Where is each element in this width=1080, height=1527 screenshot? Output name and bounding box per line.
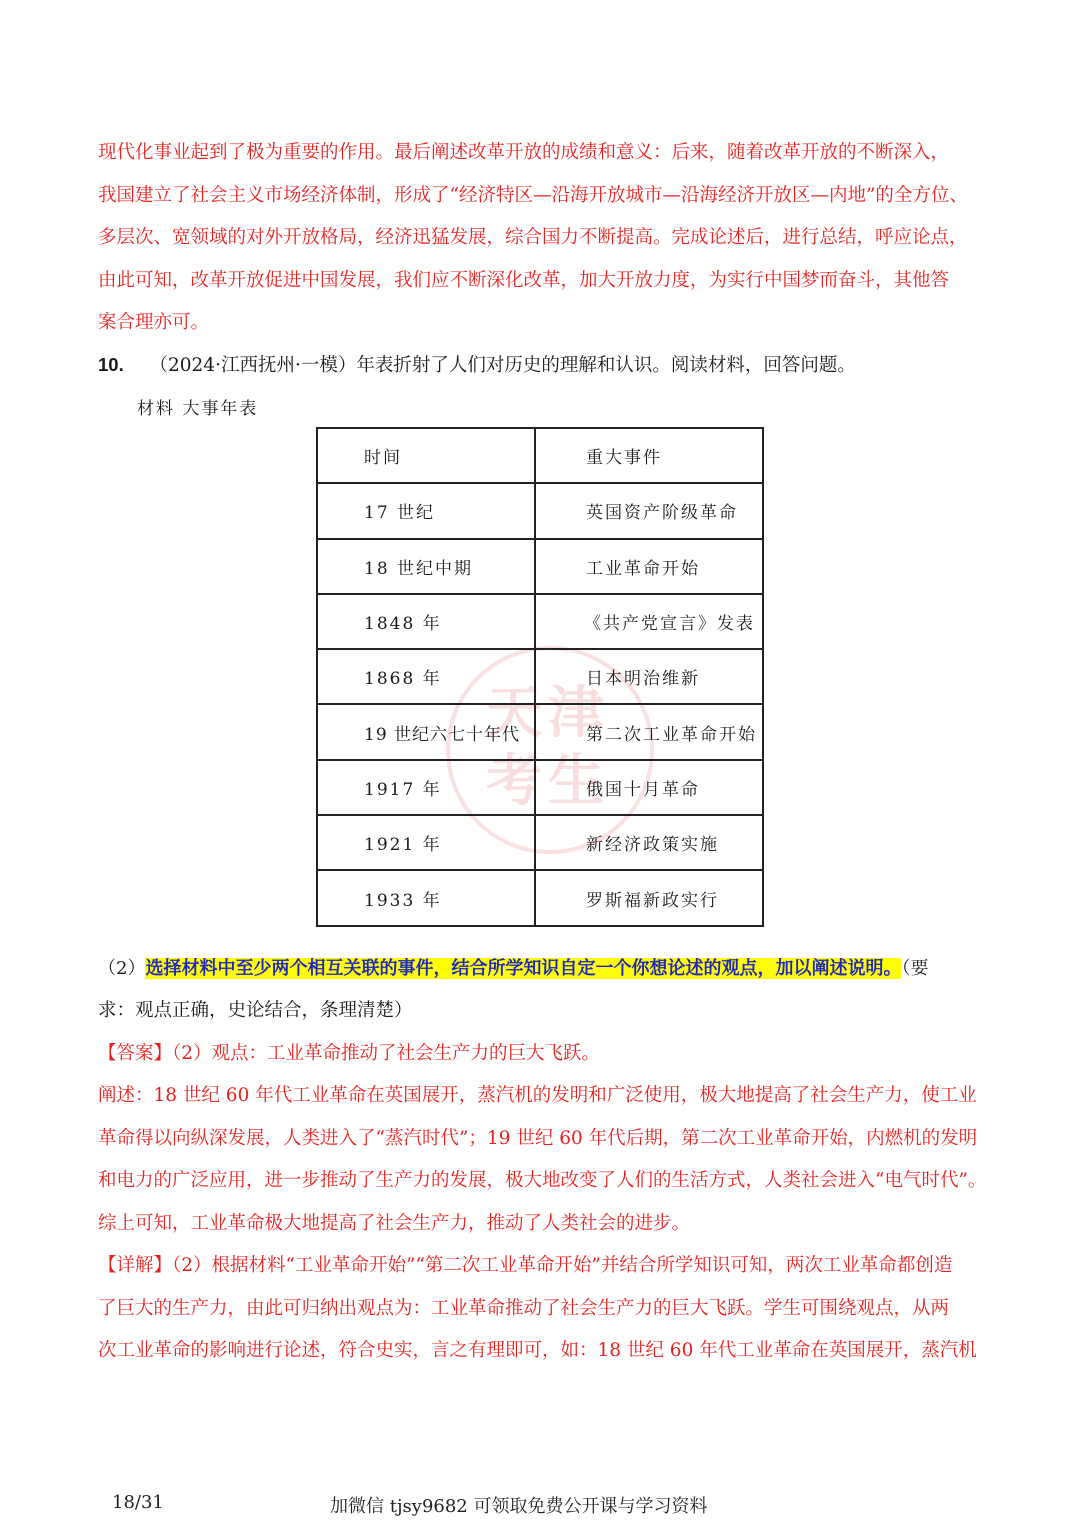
sub-question-highlight: 选择材料中至少两个相互关联的事件，结合所学知识自定一个你想论述的观点，加以阐述说明。	[145, 958, 902, 979]
table-row	[317, 815, 763, 870]
table-header-event: 重大事件	[535, 428, 763, 483]
table-cell-time: 1933 年	[317, 870, 535, 925]
table-cell-event: 英国资产阶级革命	[535, 483, 763, 538]
detail-first: （2）根据材料“工业革命开始”“第二次工业革命开始”并结合所学知识可知，两次工业革命都创造	[172, 1255, 953, 1276]
sub-question-number: （2）	[98, 958, 146, 979]
table-row	[317, 483, 763, 538]
events-table	[316, 427, 764, 927]
footer-note: 加微信 tjsy9682 可领取免费公开课与学习资料	[330, 1496, 708, 1517]
question-source: （2024·江西抚州·一模）	[149, 355, 357, 376]
sub-question-line-2: 求：观点正确，史论结合，条理清楚）	[98, 1000, 413, 1021]
table-cell-event: 《共产党宣言》发表	[535, 594, 763, 649]
table-header-time: 时间	[317, 428, 535, 483]
table-cell-time: 1868 年	[317, 649, 535, 704]
detail-line-3: 次工业革命的影响进行论述，符合史实，言之有理即可，如：18 世纪 60 年代工业革命在英国展开，蒸汽机	[98, 1340, 977, 1361]
answer-line-1	[98, 1039, 600, 1065]
answer-line-3: 革命得以向纵深发展，人类进入了“蒸汽时代”；19 世纪 60 年代后期，第二次工业革命开始，内燃机的发明	[98, 1128, 978, 1149]
top-paragraph-line-2: 我国建立了社会主义市场经济体制，形成了“经济特区—沿海开放城市—沿海经济开放区—内地”的全方位、	[98, 185, 968, 206]
top-paragraph-line-1: 现代化事业起到了极为重要的作用。最后阐述改革开放的成绩和意义：后来，随着改革开放的不断深入，	[98, 142, 950, 163]
material-title: 材料 大事年表	[137, 399, 259, 419]
detail-line-1	[98, 1251, 952, 1277]
table-row	[317, 870, 763, 925]
answer-line-2: 阐述：18 世纪 60 年代工业革命在英国展开，蒸汽机的发明和广泛使用，极大地提高了社会生产力，使工业	[98, 1085, 977, 1106]
table-cell-time: 19 世纪六七十年代	[317, 704, 535, 759]
table-cell-event: 新经济政策实施	[535, 815, 763, 870]
table-cell-time: 18 世纪中期	[317, 539, 535, 594]
table-cell-time: 1848 年	[317, 594, 535, 649]
top-paragraph-line-3: 多层次、宽领域的对外开放格局，经济迅猛发展，综合国力不断提高。完成论述后，进行总结，呼应论点，	[98, 227, 968, 248]
stamp-line-1: 天津	[486, 680, 610, 746]
table-cell-event: 第二次工业革命开始	[535, 704, 763, 759]
table-cell-event: 日本明治维新	[535, 649, 763, 704]
table-cell-time: 17 世纪	[317, 483, 535, 538]
table-header-row	[317, 428, 763, 483]
page-number: 18/31	[112, 1492, 164, 1513]
top-paragraph-line-5: 案合理亦可。	[98, 312, 210, 333]
answer-first: （2）观点：工业革命推动了社会生产力的巨大飞跃。	[172, 1043, 601, 1064]
table-cell-time: 1921 年	[317, 815, 535, 870]
answer-line-5: 综上可知，工业革命极大地提高了社会生产力，推动了人类社会的进步。	[98, 1213, 691, 1234]
table-cell-time: 1917 年	[317, 760, 535, 815]
table-row	[317, 704, 763, 759]
question-text: 年表折射了人们对历史的理解和认识。阅读材料，回答问题。	[356, 355, 856, 376]
sub-question-line-1	[98, 954, 928, 980]
table-row	[317, 539, 763, 594]
table-row	[317, 594, 763, 649]
detail-label: 【详解】	[98, 1255, 173, 1276]
question-number: 10.	[98, 354, 124, 375]
detail-line-2: 了巨大的生产力，由此可归纳出观点为：工业革命推动了社会生产力的巨大飞跃。学生可围绕观点，从两	[98, 1298, 950, 1319]
table-row	[317, 760, 763, 815]
table-cell-event: 罗斯福新政实行	[535, 870, 763, 925]
answer-line-4: 和电力的广泛应用，进一步推动了生产力的发展，极大地改变了人们的生活方式，人类社会进入“电气时代”。	[98, 1170, 987, 1191]
table-row	[317, 649, 763, 704]
stamp-line-2: 考生	[486, 748, 610, 814]
question-10	[98, 351, 856, 377]
table-cell-event: 工业革命开始	[535, 539, 763, 594]
sub-question-tail: （要	[901, 958, 929, 979]
answer-label: 【答案】	[98, 1043, 173, 1064]
table-cell-event: 俄国十月革命	[535, 760, 763, 815]
top-paragraph-line-4: 由此可知，改革开放促进中国发展，我们应不断深化改革，加大开放力度，为实行中国梦而奋斗，其他答	[98, 270, 950, 291]
